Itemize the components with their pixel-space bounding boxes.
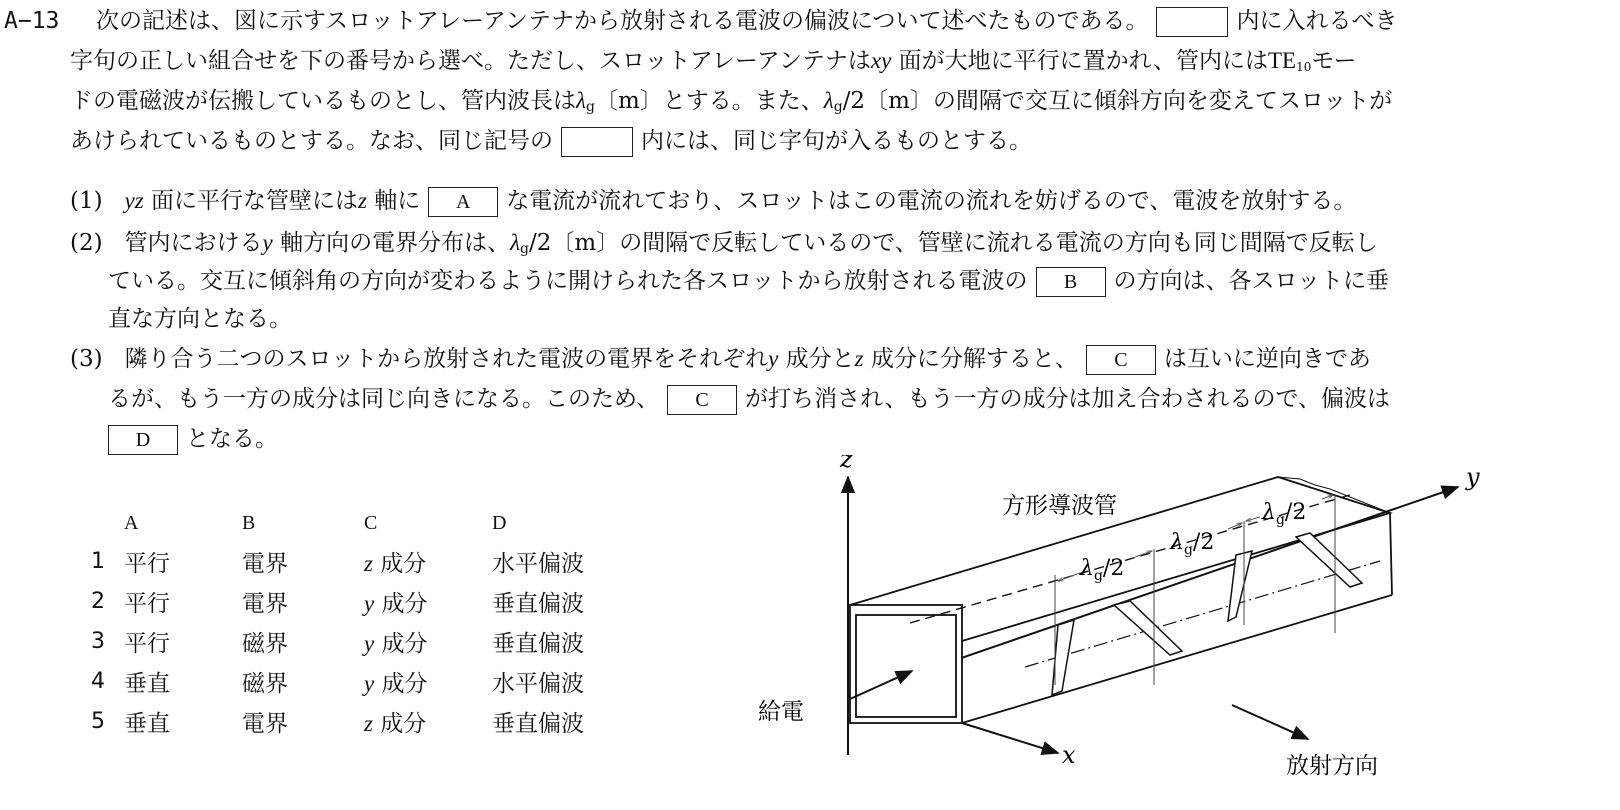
choice-row: 5 垂直 電界 z 成分 垂直偏波 <box>72 701 642 741</box>
item-3-line-3: D となる。 <box>100 424 278 455</box>
item-1: (1) yz 面に平行な管壁にはz 軸に A な電流が流れており、スロットはこの電流の流れを妨げるので、電波を放射する。 <box>70 186 1356 217</box>
spacing-label-1: $\lambda_g/2$ <box>1080 556 1125 584</box>
item-2-line-2: ている。交互に傾斜角の方向が変わるように開けられた各スロットから放射される電波の B の方向は、各スロットに垂 <box>108 266 1389 297</box>
slot-3 <box>1228 551 1252 621</box>
choice-number: 1 <box>91 548 105 574</box>
choice-row: 1 平行 電界 z 成分 水平偏波 <box>72 541 642 581</box>
answer-box-c: C <box>1086 345 1156 375</box>
answer-box-c-2: C <box>667 385 737 415</box>
y-axis-label: y <box>1466 463 1480 491</box>
choice-row: 4 垂直 磁界 y 成分 水平偏波 <box>72 661 642 701</box>
intro-line-4: あけられているものとする。なお、同じ記号の 内には、同じ字句が入るものとする。 <box>70 126 1032 157</box>
blank-box <box>561 127 633 157</box>
choice-row: 2 平行 電界 y 成分 垂直偏波 <box>72 581 642 621</box>
choice-row: 3 平行 磁界 y 成分 垂直偏波 <box>72 621 642 661</box>
item-3-line-1: (3) 隣り合う二つのスロットから放射された電波の電界をそれぞれy 成分とz 成分に分解すると、 C は互いに逆向きであ <box>70 344 1371 375</box>
z-axis-label: z <box>840 455 853 473</box>
question-number: A−13 <box>4 8 60 34</box>
slots <box>1052 533 1362 695</box>
x-axis-line <box>962 723 1058 753</box>
spacing-label-2: $\lambda_g/2$ <box>1170 530 1215 558</box>
slot-4 <box>1296 533 1362 587</box>
x-axis-label: x <box>1062 741 1076 769</box>
item-2-line-1: (2) 管内におけるy 軸方向の電界分布は、$\lambda_g/2$〔m〕の間隔で反転しているので、管壁に流れる電流の方向も同じ間隔で反転し <box>70 230 1378 257</box>
header-b: B <box>242 511 256 534</box>
intro-line-1: 次の記述は、図に示すスロットアレーアンテナから放射される電波の偏波について述べたものである。 内に入れるべき <box>96 6 1397 37</box>
waveguide <box>850 477 1392 723</box>
radiation-direction-label: 放射方向 <box>1286 753 1378 779</box>
choice-number: 2 <box>91 588 105 614</box>
header-a: A <box>124 511 139 534</box>
choice-number: 3 <box>91 628 105 654</box>
radiation-direction-arrow <box>1232 705 1308 739</box>
choice-number: 4 <box>91 668 105 694</box>
blank-box <box>1156 7 1228 37</box>
spacing-label-3: $\lambda_g/2$ <box>1262 500 1307 528</box>
feed-label: 給電 <box>758 699 804 725</box>
choice-number: 5 <box>91 708 105 734</box>
intro-line-3: ドの電磁波が伝搬しているものとし、管内波長は$\lambda_g$〔m〕とする。また、$\lambda_g/2$〔m〕の間隔で交互に傾斜方向を変えてスロットが <box>70 88 1393 115</box>
slot-array-antenna-figure <box>740 455 1600 805</box>
waveguide-label: 方形導波管 <box>1002 493 1117 519</box>
answer-box-b: B <box>1036 267 1106 297</box>
answer-box-a: A <box>428 187 498 217</box>
header-c: C <box>364 511 378 534</box>
header-d: D <box>492 511 507 534</box>
choices-header-row <box>72 505 642 541</box>
slot-2 <box>1114 601 1182 655</box>
item-3-line-2: るが、もう一方の成分は同じ向きになる。このため、 C が打ち消され、もう一方の成分は加え合わされるので、偏波は <box>108 384 1390 415</box>
item-2-line-3: 直な方向となる。 <box>108 306 292 332</box>
choices-table <box>72 505 642 741</box>
answer-box-d: D <box>108 425 178 455</box>
intro-line-2: 字句の正しい組合せを下の番号から選べ。ただし、スロットアレーアンテナはxy 面が大地に平行に置かれ、管内にはTE10モー <box>70 48 1357 74</box>
